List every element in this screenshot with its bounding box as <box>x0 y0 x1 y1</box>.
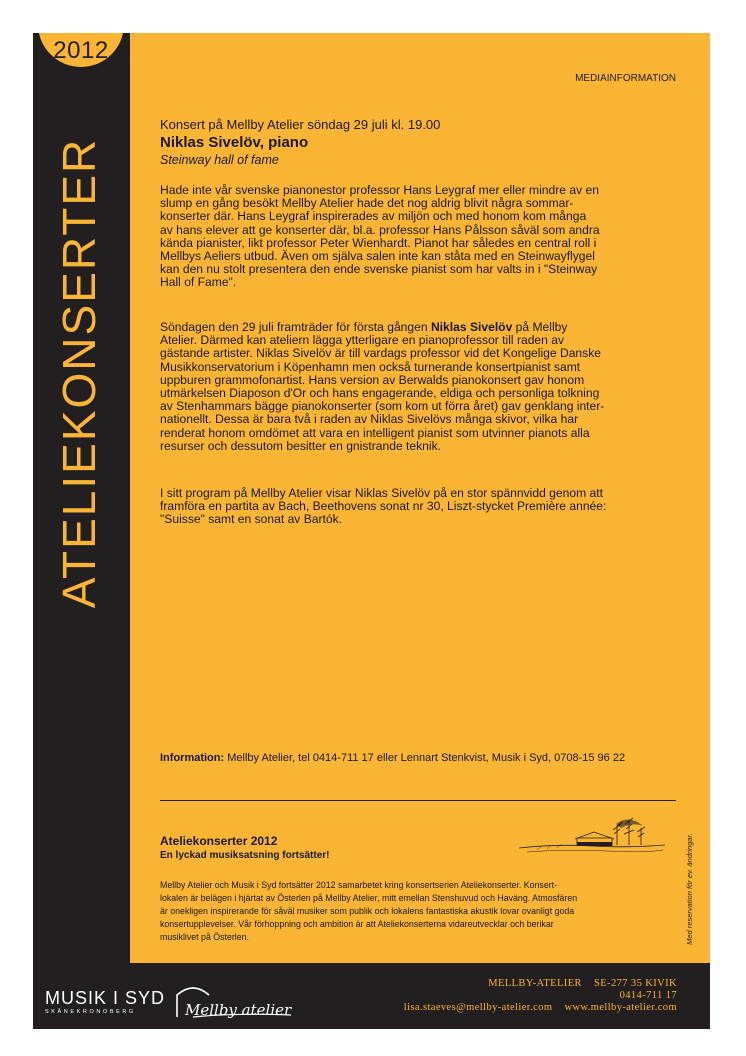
media-label: MEDIAINFORMATION <box>575 73 676 84</box>
footer-address: MELLBY-ATELIER SE-277 35 KIVIK <box>488 978 677 989</box>
text-line: av Stenhammars bägge pianokonserter (som kom ut förra året) gav genklang inter- <box>160 399 605 414</box>
text-line: gästande artister. Niklas Sivelöv är till vardags professor vid det Kongelige Danske <box>160 346 601 361</box>
text-line: renderat honom omdömet att vara en intelligent pianist som utvinner pianots alla <box>160 425 590 440</box>
text-line: framföra en partita av Bach, Beethovens sonat nr 30, Liszt-stycket Première année: <box>160 499 607 514</box>
vertical-title: ATELIEKONSERTER <box>53 137 105 609</box>
paragraph-3 <box>160 487 660 527</box>
year-badge: 2012 <box>38 33 124 67</box>
text-line: nationellt. Dessa är bara två i raden av Niklas Sivelövs många skivor, vilka har <box>160 412 579 427</box>
concert-line: Konsert på Mellby Atelier söndag 29 juli kl. 19.00 <box>160 117 441 132</box>
bottom-title: Ateliekonserter 2012 <box>160 834 278 848</box>
information-text: Mellby Atelier, tel 0414-711 17 eller Lennart Stenkvist, Musik i Syd, 0708-15 96 22 <box>224 752 626 764</box>
bottom-paragraph <box>160 879 670 944</box>
text-line: uppburen grammofonartist. Hans version av Berwalds pianokonsert gav honom <box>160 372 585 387</box>
musik-i-syd-wordmark: MUSIK I SYD <box>45 988 166 1008</box>
text-line: av hans elever att ge konserter där, bl.a. professor Hans Pålsson såväl som andra <box>160 222 600 237</box>
musik-i-syd-logo <box>45 989 165 1015</box>
text-line: Mellby Atelier och Musik i Syd fortsätter 2012 samarbetet kring konsertserien Ateliekonserter. Konsert- <box>160 880 558 890</box>
text-line: Hade inte vår svenske pianonestor professor Hans Leygraf mer eller mindre av en <box>160 183 599 197</box>
artist-heading: Niklas Sivelöv, piano <box>160 134 309 151</box>
footer-contact <box>404 978 677 1014</box>
text-run: Söndagen den 29 juli framträder för första gången <box>160 320 431 334</box>
text-line: kan den nu stolt presentera den ende svenske pianist som har valts in i "Steinway <box>160 262 598 277</box>
text-line: Mellbys Aeliers utbud. Även om själva salen inte kan ståta med en Steinwayflygel <box>160 249 595 264</box>
bottom-subtitle: En lyckad musiksatsning fortsätter! <box>160 850 330 861</box>
text-line: är onekligen inspirerande för såväl musiker som publik och lokalens fantastiska akustik lovar ovanligt goda <box>160 906 575 916</box>
text-line: Hall of Fame". <box>160 275 237 290</box>
text-line: musiklivet på Österlen. <box>160 932 249 942</box>
text-line: resurser och dessutom besitter en gnistrande teknik. <box>160 438 441 453</box>
text-line: slump en gång besökt Mellby Atelier hade det nog aldrig blivit några sommar- <box>160 196 574 211</box>
poster-page <box>33 33 710 1029</box>
text-line: Musikkonservatorium i Köpenhamn men också turnerande konsertpianist samt <box>160 359 581 374</box>
text-line: "Suisse" samt en sonat av Bartók. <box>160 512 343 527</box>
text-line: I sitt program på Mellby Atelier visar Niklas Sivelöv på en stor spännvidd genom att <box>160 486 603 500</box>
mellby-atelier-logo <box>173 979 303 1026</box>
reservation-note: Med reservation för ev. ändringar. <box>685 833 694 945</box>
artist-name-bold: Niklas Sivelöv <box>430 320 513 334</box>
footer-web-email[interactable]: lisa.staeves@mellby-atelier.com www.mellby-atelier.com <box>403 1002 677 1013</box>
divider <box>160 800 676 801</box>
information-label: Information: <box>160 752 225 764</box>
paragraph-2 <box>160 321 660 453</box>
text-line: Atelier. Därmed kan ateliern lägga ytterligare en pianoprofessor till raden av <box>160 333 565 348</box>
information-line <box>160 752 625 764</box>
text-line: lokalen är belägen i hjärtat av Österlen på Mellby Atelier, mitt emellan Stenshuvud och Haväng. Atmosfären <box>160 893 578 903</box>
paragraph-1 <box>160 184 660 290</box>
subtitle: Steinway hall of fame <box>160 153 279 167</box>
musik-i-syd-subline: SKÅNEKRONOBERG <box>45 1009 136 1015</box>
text-line: kända pianister, likt professor Peter Wienhardt. Pianot har således en central roll i <box>160 235 597 250</box>
text-run: på Mellby <box>512 320 568 334</box>
mellby-wordmark: Mellby atelier <box>185 1001 292 1019</box>
text-line: konsertupplevelser. Vår förhoppning och ambition är att Ateliekonserterna vidareutvecklar och berikar <box>160 919 554 929</box>
text-line: utmärkelsen Diaposon d'Or och hans engagerande, eldiga och personliga tolkning <box>160 386 600 401</box>
footer-phone: 0414-711 17 <box>619 990 677 1001</box>
text-line: konserter där. Hans Leygraf inspirerades av miljön och med honom kom många <box>160 209 587 224</box>
landscape-sketch-icon <box>517 812 667 858</box>
